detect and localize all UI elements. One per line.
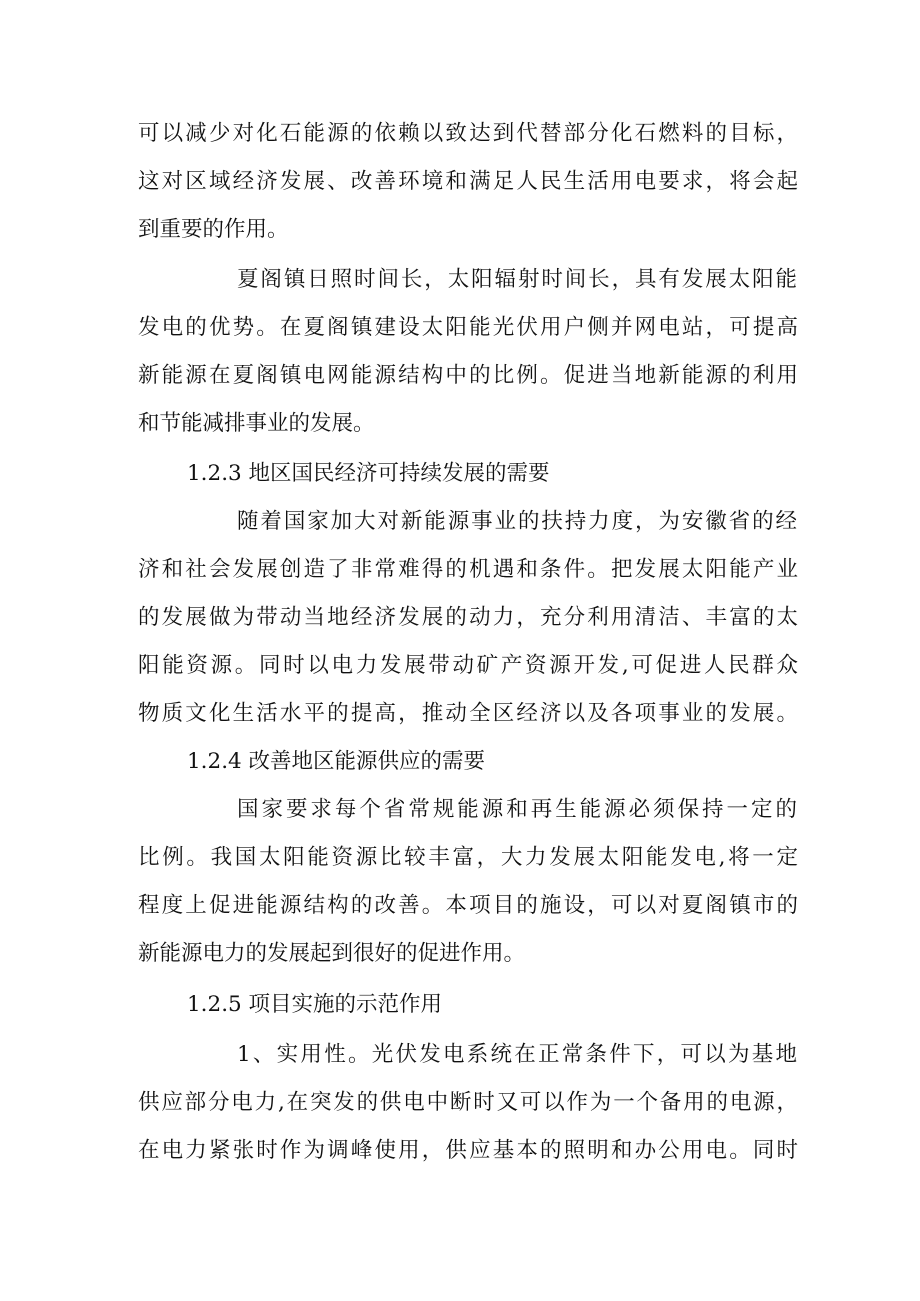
paragraph-line: 可以减少对化石能源的依赖以致达到代替部分化石燃料的目标，: [138, 121, 798, 146]
paragraph-line: 在电力紧张时作为调峰使用，供应基本的照明和办公用电。同时: [138, 1138, 798, 1163]
paragraph-line: 阳能资源。同时以电力发展带动矿产资源开发,可促进人民群众: [138, 653, 798, 678]
paragraph-line: 国家要求每个省常规能源和再生能源必须保持一定的: [237, 797, 797, 822]
section-heading: 1.2.4 改善地区能源供应的需要: [187, 749, 486, 774]
paragraph-line: 发电的优势。在夏阁镇建设太阳能光伏用户侧并网电站，可提高: [138, 315, 798, 340]
paragraph-line: 物质文化生活水平的提高，推动全区经济以及各项事业的发展。: [138, 701, 798, 726]
paragraph-line: 比例。我国太阳能资源比较丰富，大力发展太阳能发电,将一定: [138, 845, 798, 870]
paragraph-line: 的发展做为带动当地经济发展的动力，充分利用清洁、丰富的太: [138, 605, 798, 630]
paragraph-line: 夏阁镇日照时间长，太阳辐射时间长，具有发展太阳能: [237, 267, 797, 292]
paragraph-line: 济和社会发展创造了非常难得的机遇和条件。把发展太阳能产业: [138, 557, 798, 582]
paragraph-line: 程度上促进能源结构的改善。本项目的施设，可以对夏阁镇市的: [138, 893, 798, 918]
section-heading: 1.2.5 项目实施的示范作用: [187, 992, 443, 1017]
paragraph-line: 1、实用性。光伏发电系统在正常条件下，可以为基地: [237, 1042, 797, 1067]
paragraph-line: 到重要的作用。: [138, 217, 289, 242]
paragraph-line: 随着国家加大对新能源事业的扶持力度，为安徽省的经: [237, 509, 797, 534]
paragraph-line: 新能源电力的发展起到很好的促进作用。: [138, 941, 526, 966]
paragraph-line: 新能源在夏阁镇电网能源结构中的比例。促进当地新能源的利用: [138, 363, 798, 388]
paragraph-line: 和节能减排事业的发展。: [138, 411, 375, 436]
section-heading: 1.2.3 地区国民经济可持续发展的需要: [187, 461, 550, 486]
paragraph-line: 这对区域经济发展、改善环境和满足人民生活用电要求，将会起: [138, 169, 798, 194]
paragraph-line: 供应部分电力,在突发的供电中断时又可以作为一个备用的电源，: [138, 1090, 798, 1115]
